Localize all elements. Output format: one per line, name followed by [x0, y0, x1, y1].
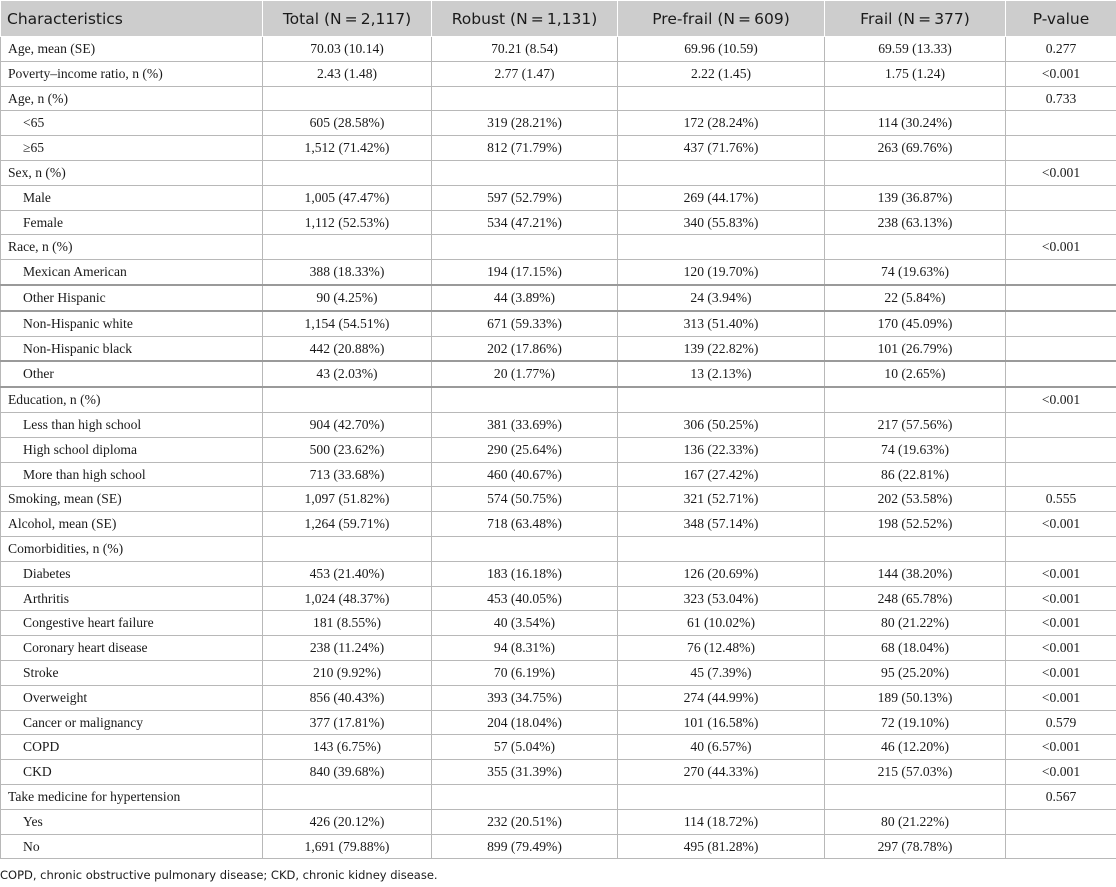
- cell-total: [263, 160, 432, 185]
- cell-prefrail: 348 (57.14%): [618, 512, 825, 537]
- table-row: [1, 86, 1116, 111]
- cell-p: 0.277: [1006, 37, 1116, 62]
- table-row: [1, 37, 1116, 62]
- cell-frail: 198 (52.52%): [825, 512, 1006, 537]
- cell-prefrail: 270 (44.33%): [618, 760, 825, 785]
- cell-total: 1,512 (71.42%): [263, 136, 432, 161]
- cell-robust: 381 (33.69%): [432, 412, 618, 437]
- cell-total: 442 (20.88%): [263, 336, 432, 361]
- cell-label: Female: [1, 210, 263, 235]
- table-row: [1, 735, 1116, 760]
- cell-robust: 574 (50.75%): [432, 487, 618, 512]
- header-total-text: Total (N = 2,117): [282, 9, 412, 28]
- cell-total: 1,112 (52.53%): [263, 210, 432, 235]
- header-frail-text: Frail (N = 377): [860, 9, 970, 28]
- cell-robust: 534 (47.21%): [432, 210, 618, 235]
- cell-frail: 68 (18.04%): [825, 636, 1006, 661]
- cell-label: Race, n (%): [1, 235, 263, 260]
- header-frail: [825, 1, 1006, 37]
- cell-p: [1006, 412, 1116, 437]
- cell-total: 605 (28.58%): [263, 111, 432, 136]
- cell-prefrail: 321 (52.71%): [618, 487, 825, 512]
- cell-frail: 114 (30.24%): [825, 111, 1006, 136]
- header-pvalue-text: P-value: [1032, 9, 1090, 28]
- cell-frail: 80 (21.22%): [825, 611, 1006, 636]
- cell-frail: 189 (50.13%): [825, 685, 1006, 710]
- cell-label: Sex, n (%): [1, 160, 263, 185]
- cell-prefrail: 61 (10.02%): [618, 611, 825, 636]
- cell-frail: 215 (57.03%): [825, 760, 1006, 785]
- cell-prefrail: 274 (44.99%): [618, 685, 825, 710]
- cell-label: CKD: [1, 760, 263, 785]
- cell-robust: [432, 536, 618, 561]
- cell-prefrail: 313 (51.40%): [618, 311, 825, 336]
- table-row: [1, 285, 1116, 311]
- table-row: [1, 760, 1116, 785]
- header-prefrail: [618, 1, 825, 37]
- cell-robust: [432, 235, 618, 260]
- cell-total: [263, 86, 432, 111]
- cell-p: <0.001: [1006, 660, 1116, 685]
- cell-frail: 80 (21.22%): [825, 809, 1006, 834]
- cell-prefrail: 172 (28.24%): [618, 111, 825, 136]
- cell-p: <0.001: [1006, 235, 1116, 260]
- cell-frail: 217 (57.56%): [825, 412, 1006, 437]
- cell-p: <0.001: [1006, 61, 1116, 86]
- cell-label: Other: [1, 361, 263, 387]
- cell-frail: 202 (53.58%): [825, 487, 1006, 512]
- cell-prefrail: 2.22 (1.45): [618, 61, 825, 86]
- cell-p: <0.001: [1006, 387, 1116, 412]
- cell-frail: [825, 235, 1006, 260]
- table-row: [1, 361, 1116, 387]
- cell-total: 90 (4.25%): [263, 285, 432, 311]
- cell-p: [1006, 210, 1116, 235]
- cell-prefrail: 340 (55.83%): [618, 210, 825, 235]
- cell-frail: 86 (22.81%): [825, 462, 1006, 487]
- table-row: [1, 185, 1116, 210]
- cell-robust: 94 (8.31%): [432, 636, 618, 661]
- table-row: [1, 834, 1116, 859]
- cell-total: [263, 387, 432, 412]
- cell-p: [1006, 260, 1116, 285]
- cell-p: [1006, 437, 1116, 462]
- cell-total: [263, 235, 432, 260]
- cell-total: 1,005 (47.47%): [263, 185, 432, 210]
- cell-p: [1006, 361, 1116, 387]
- cell-total: 377 (17.81%): [263, 710, 432, 735]
- cell-robust: 355 (31.39%): [432, 760, 618, 785]
- cell-frail: 1.75 (1.24): [825, 61, 1006, 86]
- cell-robust: 194 (17.15%): [432, 260, 618, 285]
- table-row: [1, 611, 1116, 636]
- cell-robust: 2.77 (1.47): [432, 61, 618, 86]
- cell-label: Arthritis: [1, 586, 263, 611]
- cell-prefrail: 101 (16.58%): [618, 710, 825, 735]
- table-row: [1, 809, 1116, 834]
- cell-prefrail: [618, 86, 825, 111]
- cell-prefrail: 495 (81.28%): [618, 834, 825, 859]
- cell-label: Non-Hispanic white: [1, 311, 263, 336]
- cell-total: 70.03 (10.14): [263, 37, 432, 62]
- table-row: [1, 512, 1116, 537]
- header-pvalue: [1006, 1, 1116, 37]
- cell-label: Smoking, mean (SE): [1, 487, 263, 512]
- cell-frail: 74 (19.63%): [825, 437, 1006, 462]
- cell-total: 453 (21.40%): [263, 561, 432, 586]
- cell-label: Mexican American: [1, 260, 263, 285]
- cell-robust: 899 (79.49%): [432, 834, 618, 859]
- cell-p: [1006, 111, 1116, 136]
- cell-prefrail: 323 (53.04%): [618, 586, 825, 611]
- cell-frail: 72 (19.10%): [825, 710, 1006, 735]
- cell-frail: 74 (19.63%): [825, 260, 1006, 285]
- table-row: [1, 136, 1116, 161]
- cell-label: Coronary heart disease: [1, 636, 263, 661]
- cell-frail: [825, 160, 1006, 185]
- cell-total: 2.43 (1.48): [263, 61, 432, 86]
- cell-prefrail: [618, 160, 825, 185]
- header-robust-text: Robust (N = 1,131): [451, 9, 598, 28]
- cell-label: Other Hispanic: [1, 285, 263, 311]
- table-row: [1, 160, 1116, 185]
- cell-frail: 46 (12.20%): [825, 735, 1006, 760]
- cell-frail: 248 (65.78%): [825, 586, 1006, 611]
- cell-label: Stroke: [1, 660, 263, 685]
- cell-prefrail: [618, 235, 825, 260]
- cell-p: 0.555: [1006, 487, 1116, 512]
- cell-robust: [432, 86, 618, 111]
- cell-p: 0.567: [1006, 784, 1116, 809]
- cell-total: [263, 784, 432, 809]
- cell-frail: [825, 536, 1006, 561]
- cell-robust: 671 (59.33%): [432, 311, 618, 336]
- cell-p: <0.001: [1006, 685, 1116, 710]
- cell-robust: 70.21 (8.54): [432, 37, 618, 62]
- cell-prefrail: 139 (22.82%): [618, 336, 825, 361]
- cell-p: [1006, 834, 1116, 859]
- cell-robust: [432, 160, 618, 185]
- cell-p: <0.001: [1006, 512, 1116, 537]
- cell-label: More than high school: [1, 462, 263, 487]
- cell-frail: [825, 784, 1006, 809]
- cell-prefrail: 45 (7.39%): [618, 660, 825, 685]
- cell-frail: [825, 387, 1006, 412]
- cell-p: <0.001: [1006, 160, 1116, 185]
- cell-total: 1,691 (79.88%): [263, 834, 432, 859]
- table-row: [1, 710, 1116, 735]
- cell-frail: 139 (36.87%): [825, 185, 1006, 210]
- cell-label: Diabetes: [1, 561, 263, 586]
- cell-label: Congestive heart failure: [1, 611, 263, 636]
- cell-label: Non-Hispanic black: [1, 336, 263, 361]
- cell-frail: 95 (25.20%): [825, 660, 1006, 685]
- cell-label: Alcohol, mean (SE): [1, 512, 263, 537]
- table-row: [1, 685, 1116, 710]
- cell-p: [1006, 809, 1116, 834]
- cell-label: <65: [1, 111, 263, 136]
- cell-frail: [825, 86, 1006, 111]
- cell-prefrail: [618, 784, 825, 809]
- cell-total: 1,024 (48.37%): [263, 586, 432, 611]
- cell-label: Age, mean (SE): [1, 37, 263, 62]
- table-row: [1, 336, 1116, 361]
- table-row: [1, 210, 1116, 235]
- cell-total: 856 (40.43%): [263, 685, 432, 710]
- cell-robust: 393 (34.75%): [432, 685, 618, 710]
- cell-prefrail: 24 (3.94%): [618, 285, 825, 311]
- cell-label: Comorbidities, n (%): [1, 536, 263, 561]
- cell-robust: 44 (3.89%): [432, 285, 618, 311]
- cell-robust: 453 (40.05%): [432, 586, 618, 611]
- cell-prefrail: 437 (71.76%): [618, 136, 825, 161]
- cell-prefrail: 69.96 (10.59): [618, 37, 825, 62]
- cell-prefrail: 114 (18.72%): [618, 809, 825, 834]
- cell-total: 43 (2.03%): [263, 361, 432, 387]
- table-row: [1, 311, 1116, 336]
- table-row: [1, 61, 1116, 86]
- cell-p: <0.001: [1006, 586, 1116, 611]
- table-header-row: [1, 1, 1116, 37]
- cell-total: 840 (39.68%): [263, 760, 432, 785]
- cell-frail: 238 (63.13%): [825, 210, 1006, 235]
- cell-label: Male: [1, 185, 263, 210]
- table-row: [1, 784, 1116, 809]
- table-row: [1, 412, 1116, 437]
- cell-total: 904 (42.70%): [263, 412, 432, 437]
- cell-prefrail: 40 (6.57%): [618, 735, 825, 760]
- cell-label: Take medicine for hypertension: [1, 784, 263, 809]
- cell-robust: 597 (52.79%): [432, 185, 618, 210]
- table-row: [1, 487, 1116, 512]
- header-prefrail-text: Pre-frail (N = 609): [652, 9, 790, 28]
- cell-total: 426 (20.12%): [263, 809, 432, 834]
- table-row: [1, 660, 1116, 685]
- cell-robust: 202 (17.86%): [432, 336, 618, 361]
- cell-robust: 183 (16.18%): [432, 561, 618, 586]
- cell-robust: 40 (3.54%): [432, 611, 618, 636]
- table-row: [1, 636, 1116, 661]
- cell-total: 143 (6.75%): [263, 735, 432, 760]
- cell-p: [1006, 311, 1116, 336]
- cell-prefrail: [618, 536, 825, 561]
- cell-prefrail: 126 (20.69%): [618, 561, 825, 586]
- cell-total: 1,264 (59.71%): [263, 512, 432, 537]
- cell-total: 1,097 (51.82%): [263, 487, 432, 512]
- header-characteristics: Characteristics: [1, 1, 263, 37]
- cell-p: [1006, 536, 1116, 561]
- cell-prefrail: [618, 387, 825, 412]
- cell-p: <0.001: [1006, 735, 1116, 760]
- cell-prefrail: 13 (2.13%): [618, 361, 825, 387]
- cell-robust: 718 (63.48%): [432, 512, 618, 537]
- cell-total: 1,154 (54.51%): [263, 311, 432, 336]
- cell-p: 0.733: [1006, 86, 1116, 111]
- cell-prefrail: 120 (19.70%): [618, 260, 825, 285]
- cell-label: ≥65: [1, 136, 263, 161]
- cell-total: [263, 536, 432, 561]
- header-total: [263, 1, 432, 37]
- cell-p: <0.001: [1006, 636, 1116, 661]
- table-row: [1, 111, 1116, 136]
- cell-total: 713 (33.68%): [263, 462, 432, 487]
- cell-total: 181 (8.55%): [263, 611, 432, 636]
- cell-p: <0.001: [1006, 611, 1116, 636]
- cell-frail: 101 (26.79%): [825, 336, 1006, 361]
- header-robust: [432, 1, 618, 37]
- cell-robust: [432, 784, 618, 809]
- cell-frail: 10 (2.65%): [825, 361, 1006, 387]
- table-row: [1, 586, 1116, 611]
- cell-robust: 70 (6.19%): [432, 660, 618, 685]
- cell-robust: 319 (28.21%): [432, 111, 618, 136]
- table-row: [1, 235, 1116, 260]
- table-body: [1, 37, 1116, 859]
- cell-total: 500 (23.62%): [263, 437, 432, 462]
- cell-total: 388 (18.33%): [263, 260, 432, 285]
- cell-robust: 204 (18.04%): [432, 710, 618, 735]
- cell-prefrail: 76 (12.48%): [618, 636, 825, 661]
- cell-label: High school diploma: [1, 437, 263, 462]
- cell-prefrail: 306 (50.25%): [618, 412, 825, 437]
- footnote: COPD, chronic obstructive pulmonary disease; CKD, chronic kidney disease.: [0, 868, 438, 882]
- cell-robust: [432, 387, 618, 412]
- cell-frail: 144 (38.20%): [825, 561, 1006, 586]
- cell-label: Education, n (%): [1, 387, 263, 412]
- cell-label: No: [1, 834, 263, 859]
- cell-p: [1006, 136, 1116, 161]
- cell-p: [1006, 285, 1116, 311]
- table-row: [1, 536, 1116, 561]
- cell-robust: 20 (1.77%): [432, 361, 618, 387]
- cell-total: 210 (9.92%): [263, 660, 432, 685]
- cell-prefrail: 136 (22.33%): [618, 437, 825, 462]
- cell-p: <0.001: [1006, 561, 1116, 586]
- cell-frail: 297 (78.78%): [825, 834, 1006, 859]
- table-row: [1, 462, 1116, 487]
- table-row: [1, 561, 1116, 586]
- table-row: [1, 387, 1116, 412]
- table-row: [1, 260, 1116, 285]
- cell-frail: 263 (69.76%): [825, 136, 1006, 161]
- cell-label: Age, n (%): [1, 86, 263, 111]
- cell-robust: 460 (40.67%): [432, 462, 618, 487]
- cell-label: Overweight: [1, 685, 263, 710]
- cell-label: Cancer or malignancy: [1, 710, 263, 735]
- cell-prefrail: 167 (27.42%): [618, 462, 825, 487]
- cell-p: [1006, 185, 1116, 210]
- cell-p: <0.001: [1006, 760, 1116, 785]
- cell-robust: 232 (20.51%): [432, 809, 618, 834]
- cell-frail: 69.59 (13.33): [825, 37, 1006, 62]
- cell-total: 238 (11.24%): [263, 636, 432, 661]
- cell-label: Less than high school: [1, 412, 263, 437]
- cell-robust: 290 (25.64%): [432, 437, 618, 462]
- cell-robust: 812 (71.79%): [432, 136, 618, 161]
- cell-p: 0.579: [1006, 710, 1116, 735]
- cell-frail: 170 (45.09%): [825, 311, 1006, 336]
- cell-prefrail: 269 (44.17%): [618, 185, 825, 210]
- cell-p: [1006, 336, 1116, 361]
- cell-label: Yes: [1, 809, 263, 834]
- cell-p: [1006, 462, 1116, 487]
- cell-frail: 22 (5.84%): [825, 285, 1006, 311]
- cell-label: Poverty–income ratio, n (%): [1, 61, 263, 86]
- cell-label: COPD: [1, 735, 263, 760]
- cell-robust: 57 (5.04%): [432, 735, 618, 760]
- table-row: [1, 437, 1116, 462]
